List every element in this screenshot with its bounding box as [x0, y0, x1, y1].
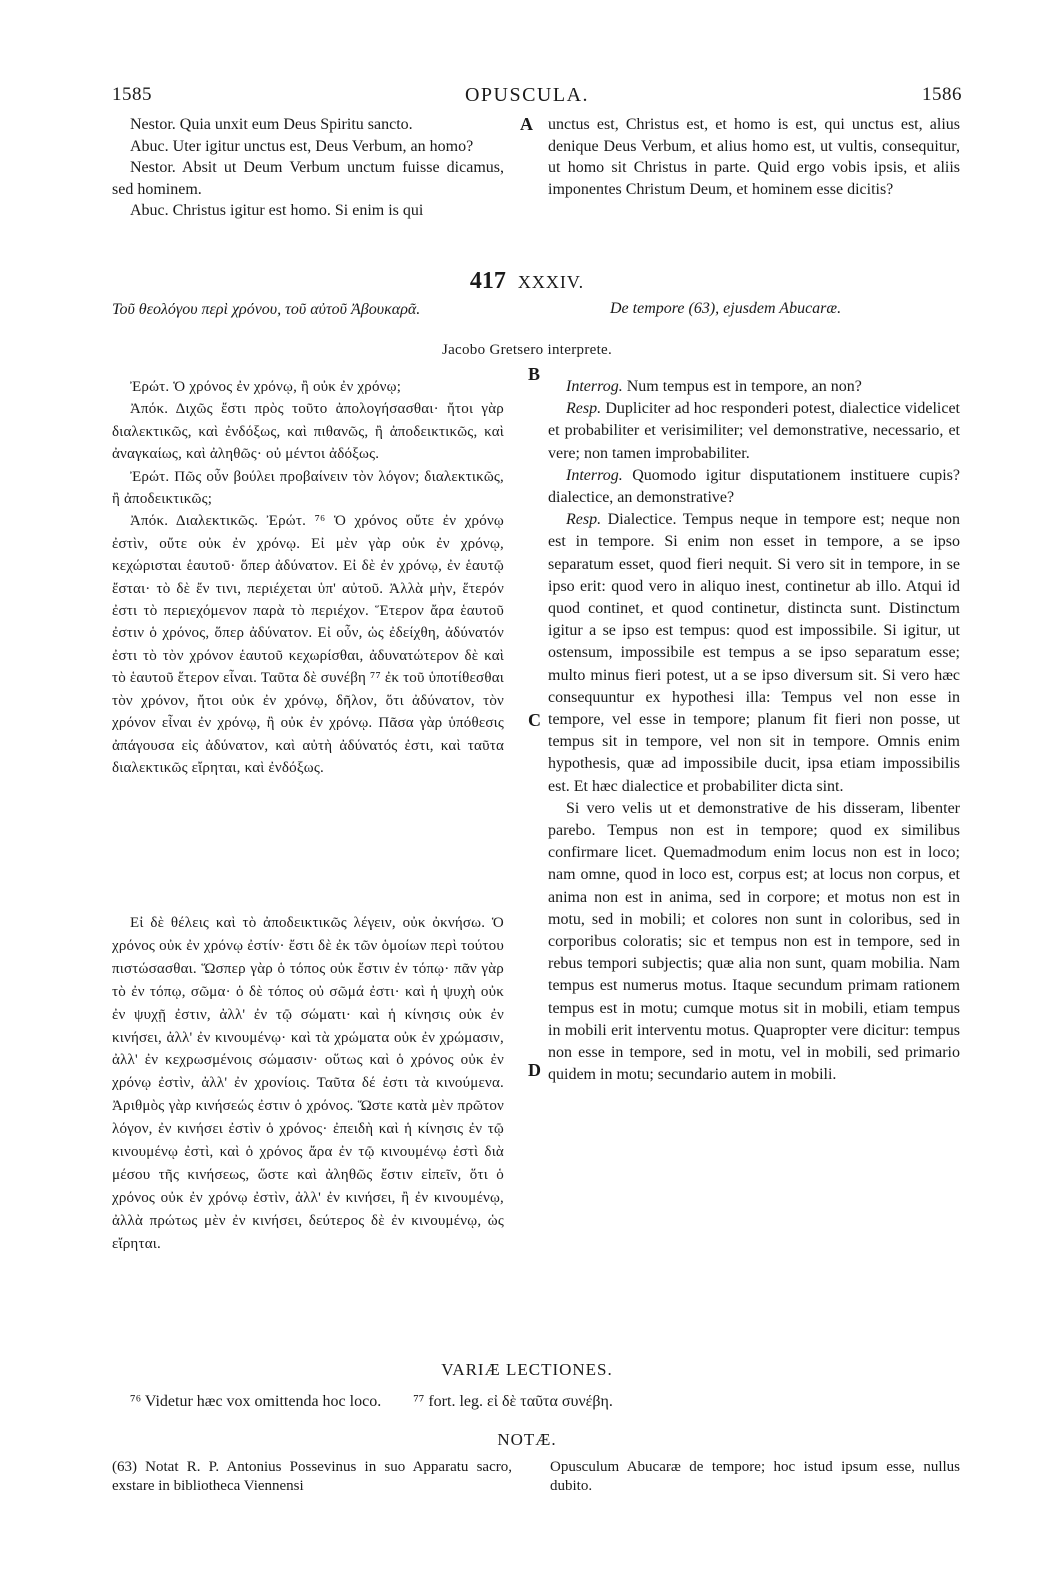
top-left-line-3: Nestor. Absit ut Deum Verbum unctum fuisse dicamus, sed hominem. [112, 159, 504, 198]
margin-marker-d: D [528, 1060, 541, 1080]
top-right-text: unctus est, Christus est, et homo is est, qui unctus est, alius denique Deus Verbum, et alius homo est, ut vultis, consequitur, ut homo sit Christus in parte. Quid ergo vobis ipsis, et aliis imponentes Christum Deum, et hominem esse dicitis? [548, 116, 960, 198]
variae-heading: VARIÆ LECTIONES. [441, 1360, 613, 1379]
left-page-number: 1585 [112, 84, 152, 105]
greek-title: Τοῦ θεολόγου περὶ χρόνου, τοῦ αὐτοῦ Ἀβουκαρᾶ. [112, 301, 421, 318]
greek-column [112, 376, 504, 779]
margin-marker-c: C [528, 710, 541, 730]
section-roman: XXXIV. [517, 272, 585, 292]
note-63-left: (63) Notat R. P. Antonius Possevinus in suo Apparatu sacro, exstare in bibliotheca Viennensi [112, 1459, 512, 1494]
latin-column [548, 376, 960, 1087]
latin-para-1: Interrog. Num tempus est in tempore, an non? [566, 378, 862, 395]
top-left-line-1: Nestor. Quia unxit eum Deus Spiritu sancto. [130, 116, 413, 133]
greek-column-lower [112, 912, 504, 1256]
greek-para-1: Ἐρώτ. Ὁ χρόνος ἐν χρόνῳ, ἢ οὐκ ἐν χρόνῳ; [130, 379, 402, 395]
variae-notes [130, 1393, 950, 1411]
latin-title: De tempore (63), ejusdem Abucaræ. [610, 300, 842, 317]
top-left-line-2: Abuc. Uter igitur unctus est, Deus Verbum, an homo? [130, 137, 474, 155]
note-63-right: Opusculum Abucaræ de tempore; hoc istud ipsum esse, nullus dubito. [550, 1459, 960, 1494]
margin-marker-a: A [520, 114, 533, 134]
section-heading [0, 268, 1054, 295]
right-page-number: 1586 [922, 84, 962, 105]
top-left-line-4: Abuc. Christus igitur est homo. Si enim is qui [130, 202, 424, 220]
top-right-column [548, 114, 960, 200]
notae-heading: NOTÆ. [497, 1430, 557, 1449]
greek-para-3: Ἐρώτ. Πῶς οὖν βούλει προβαίνειν τὸν λόγον; διαλεκτικῶς, ἢ ἀποδεικτικῶς; [112, 468, 504, 508]
interpreter-line: Jacobo Gretsero interprete. [441, 342, 613, 358]
top-left-column [112, 114, 504, 222]
section-number: 417 [469, 268, 506, 294]
margin-marker-b: B [528, 364, 541, 384]
greek-para-5: Εἰ δὲ θέλεις καὶ τὸ ἀποδεικτικῶς λέγειν, οὐκ ὀκνήσω. Ὁ χρόνος οὐκ ἐν χρόνῳ ἐστίν· ἔστι δὲ ἐκ τῶν ὁμοίων περὶ τούτου πιστώσασθαι. Ὥσπερ γὰρ ὁ τόπος οὐκ ἔστιν ἐν τόπῳ· πᾶν γὰρ τὸ ἐν τόπῳ, σῶμα· ὁ δὲ τόπος οὐ σῶμά ἐστι· καὶ ἡ ψυχὴ οὐκ ἐν ψυχῇ ἐστιν, ἀλλ' ἐν τῷ σώματι· καὶ ἡ κίνησις οὐκ ἐν κινήσει, ἀλλ' ἐν κινουμένῳ· καὶ τὰ χρώματα οὐκ ἐν χρώμασιν, ἀλλ' ἐν κεχρωσμένοις σώμασιν· οὕτως καὶ ὁ χρόνος οὐκ ἐν χρόνῳ ἐστὶν, ἀλλ' ἐν χρονίοις. Ταῦτα δέ ἐστι τὰ κινούμενα. Ἀριθμὸς γὰρ κινήσεώς ἐστιν ὁ χρόνος. Ὥστε κατὰ μὲν πρῶτον λόγον, ἐν κινήσει ἐστὶν ὁ χρόνος· ἐπειδὴ καὶ ἡ κίνησις ἐν τῷ κινουμένῳ ἐστὶ, καὶ ὁ χρόνος ἄρα ἐν τῷ κινουμένῳ ἐστὶ διὰ μέσου τῆς κινήσεως, ὥστε καὶ ἀληθῶς ἔστιν εἰπεῖν, ὅτι ὁ χρόνος οὐκ ἐν χρόνῳ ἐστὶν, ἀλλ' ἐν κινήσει, ἢ ἐν κινουμένῳ, ἀλλὰ πρώτως μὲν ἐν κινήσει, δεύτερος δὲ ἐν κινουμένῳ, ὡς εἴρηται. [112, 915, 504, 1252]
latin-para-4: Resp. Dialectice. Tempus neque in tempore est; neque non est in tempore. Si enim non esset in tempore, a se ipso separatum esset, quod fieri nequit. Si vero sit in tempore, in se ipso erit: quod vero in aliquo inest, continetur ab illo. Atqui id quod continet, et quod continetur, distincta sunt. Distinctum igitur a se ipso est tempus: quod est impossibile. Si igitur, ut ostensum, impossibile est tempus a se ipso separatum esse; multo minus fieri potest, ut a se ipso diversum sit. Si vero hæc consequuntur ex hypothesi illa: Tempus vel non esse in tempore, vel esse in tempore; planum fit fieri non posse, ut tempus sit in tempore, vel non sit in tempore. Omnis enim hypothesis, quæ ad impossibile ducit, ipsa etiam impossibilis est. Et hæc dialectice et probabiliter dicta sint. [548, 511, 961, 795]
greek-para-2: Ἀπόκ. Διχῶς ἔστι πρὸς τοῦτο ἀπολογήσασθαι· ἤτοι γὰρ διαλεκτικῶς, καὶ ἐνδόξως, καὶ πιθανῶς, ἢ ἀποδεικτικῶς, καὶ ἀναγκαίως, καὶ ἀληθῶς· οὐ μέντοι ἀδόξως. [112, 401, 504, 463]
variant-note-76: ⁷⁶ Videtur hæc vox omittenda hoc loco. [130, 1393, 382, 1410]
running-title: OPUSCULA. [464, 84, 590, 106]
latin-para-2: Resp. Dupliciter ad hoc responderi potest, dialectice videlicet et probabiliter et verisimiliter; vel demonstrative, necessario, et vere; non tamen improbabiliter. [548, 400, 961, 462]
latin-para-5: Si vero velis ut et demonstrative de his disseram, libenter parebo. Tempus non est in tempore; quod ex similibus confirmare licet. Quemadmodum enim locus non est in loco; nam omne, quod in loco est, corpus est; at locus non corpus, et anima non est in anima, sed in corpore; et motus non est in motu, sed in mobili; et colores non sunt in coloribus, sed in corporibus coloratis; sic et tempus non est in tempore, sed in rebus tempori subjectis; quæ alia non sunt, quam mobilia. Nam tempus est numerus motus. Itaque secundum primam rationem tempus est in motu; cumque motus sit in mobili, etiam tempus in mobili erit interventu motus. Quapropter vere dicitur: tempus non esse in tempore, sed in motu, vel in mobili, sed primario quidem in motu; secundario autem in mobili. [548, 799, 960, 1084]
variant-note-77: ⁷⁷ fort. leg. εἰ δὲ ταῦτα συνέβη. [413, 1393, 613, 1410]
latin-para-3: Interrog. Quomodo igitur disputationem instituere cupis? dialectice, an demonstrative? [548, 466, 961, 507]
greek-para-4: Ἀπόκ. Διαλεκτικῶς. Ἐρώτ. ⁷⁶ Ὁ χρόνος οὔτε ἐν χρόνῳ ἐστὶν, οὔτε οὐκ ἐν χρόνῳ. Εἰ μὲν γὰρ οὐκ ἐν χρόνῳ, κεχώρισται ἑαυτοῦ· ὅπερ ἀδύνατον. Εἰ δὲ ἐν χρόνῳ, ἐν ἑαυτῷ ἔσται· τὸ δὲ ἔν τινι, περιέχεται ὑπ' αὐτοῦ. Ἀλλὰ μὴν, ἕτερόν ἐστι τὸ περιεχόμενον παρὰ τὸ περιέχον. Ἕτερον ἄρα ἑαυτοῦ ἐστιν ὁ χρόνος, ὅπερ ἀδύνατον. Εἰ οὖν, ὡς ἐδείχθη, ἀδύνατόν ἐστι τὸ τὸν χρόνον ἑαυτοῦ κεχωρίσθαι, ἀδυνατώτερον δὲ καὶ τὸ ἑαυτοῦ ἕτερον εἶναι. Ταῦτα δὲ συνέβη ⁷⁷ ἐκ τοῦ ὑποτίθεσθαι τὸν χρόνον, ἤτοι οὐκ ἐν χρόνῳ, δῆλον, ὅτι ἀδύνατον, τὸν χρόνον εἶναι ἐν χρόνῳ, ἢ οὐκ ἐν χρόνῳ. Πᾶσα γὰρ ὑπόθεσις ἀπάγουσα εἰς ἀδύνατον, καὶ αὐτὴ ἀδύνατός ἐστι, καὶ ταῦτα διαλεκτικῶς εἴρηται, καὶ ἐνδόξως. [112, 513, 504, 776]
